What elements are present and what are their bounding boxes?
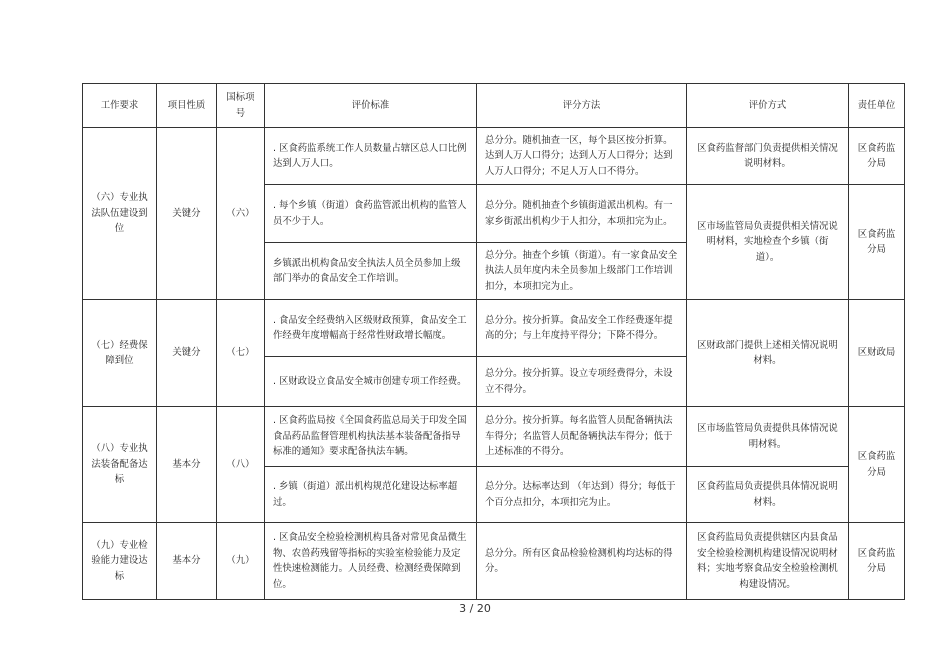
work-requirement-cell: （九）专业检验能力建设达标 [83,523,157,600]
criteria-cell: . 乡镇（街道）派出机构规范化建设达标率超过。 [265,467,477,523]
scoring-cell: 总分分。随机抽查一区，每个县区按分折算。达到人万人口得分；达到人万人口得分；达到人万人口得分；不足人万人口不得分。 [477,128,687,185]
header-work-requirement: 工作要求 [83,84,157,128]
responsible-unit-cell: 区食药监分局 [849,523,905,600]
item-nature-cell: 基本分 [157,407,217,523]
header-scoring-method: 评分方法 [477,84,687,128]
item-number-cell: （七） [217,300,265,407]
criteria-cell: . 区食药监系统工作人员数量占辖区总人口比例达到人万人口。 [265,128,477,185]
item-nature-cell: 关键分 [157,300,217,407]
item-number-cell: （六） [217,128,265,300]
work-requirement-cell: （六）专业执法队伍建设到位 [83,128,157,300]
header-item-nature: 项目性质 [157,84,217,128]
responsible-unit-cell: 区食药监分局 [849,407,905,523]
evaluation-table [82,83,905,600]
responsible-unit-cell: 区食药监分局 [849,185,905,300]
item-nature-cell: 基本分 [157,523,217,600]
eval-method-cell: 区食药监督部门负责提供相关情况说明材料。 [687,128,849,185]
work-requirement-cell: （七）经费保障到位 [83,300,157,407]
header-national-item: 国标项号 [217,84,265,128]
table-row [83,523,905,600]
scoring-cell: 总分分。抽查个乡镇（街道）。有一家食品安全执法人员年度内未全员参加上级部门工作培训扣分，本项扣完为止。 [477,243,687,300]
item-nature-cell: 关键分 [157,128,217,300]
work-requirement-cell: （八）专业执法装备配备达标 [83,407,157,523]
eval-method-cell: 区市场监管局负责提供具体情况说明材料。 [687,407,849,467]
scoring-cell: 总分分。按分折算。食品安全工作经费逐年提高的分；与上年度持平得分；下降不得分。 [477,300,687,357]
criteria-cell: 乡镇派出机构食品安全执法人员全员参加上级部门举办的食品安全工作培训。 [265,243,477,300]
eval-method-cell: 区食药监局负责提供辖区内县食品安全检验检测机构建设情况说明材料；实地考察食品安全检验检测机构建设情况。 [687,523,849,600]
criteria-cell: . 区食品安全检验检测机构具备对常见食品微生物、农兽药残留等指标的实验室检验能力及定性快速检测能力。人员经费、检测经费保障到位。 [265,523,477,600]
scoring-cell: 总分分。按分折算。每名监管人员配备辆执法车得分；名监管人员配备辆执法车得分；低于上述标准的不得分。 [477,407,687,467]
header-eval-method: 评价方式 [687,84,849,128]
item-number-cell: （九） [217,523,265,600]
header-responsible-unit: 责任单位 [849,84,905,128]
eval-method-cell: 区市场监管局负责提供相关情况说明材料，实地检查个乡镇（街道）。 [687,185,849,300]
responsible-unit-cell: 区食药监分局 [849,128,905,185]
criteria-cell: . 食品安全经费纳入区级财政预算，食品安全工作经费年度增幅高于经常性财政增长幅度。 [265,300,477,357]
header-criteria: 评价标准 [265,84,477,128]
page-number: 3 / 20 [459,602,491,615]
criteria-cell: . 区食药监局按《全国食药监总局关于印发全国食品药品监督管理机构执法基本装备配备指导标准的通知》要求配备执法车辆。 [265,407,477,467]
item-number-cell: （八） [217,407,265,523]
table-row [83,128,905,185]
table-header-row [83,84,905,128]
criteria-cell: . 区财政设立食品安全城市创建专项工作经费。 [265,357,477,407]
scoring-cell: 总分分。随机抽查个乡镇街道派出机构。有一家乡街派出机构少于人扣分，本项扣完为止。 [477,185,687,243]
scoring-cell: 总分分。按分折算。设立专项经费得分，未设立不得分。 [477,357,687,407]
eval-method-cell: 区财政部门提供上述相关情况说明材料。 [687,300,849,407]
scoring-cell: 总分分。所有区食品检验检测机构均达标的得分。 [477,523,687,600]
table-row [83,300,905,357]
responsible-unit-cell: 区财政局 [849,300,905,407]
table-row [83,407,905,467]
criteria-cell: . 每个乡镇（街道）食药监管派出机构的监管人员不少于人。 [265,185,477,243]
eval-method-cell: 区食药监局负责提供具体情况说明材料。 [687,467,849,523]
scoring-cell: 总分分。达标率达到 （年达到）得分；每低于个百分点扣分，本项扣完为止。 [477,467,687,523]
